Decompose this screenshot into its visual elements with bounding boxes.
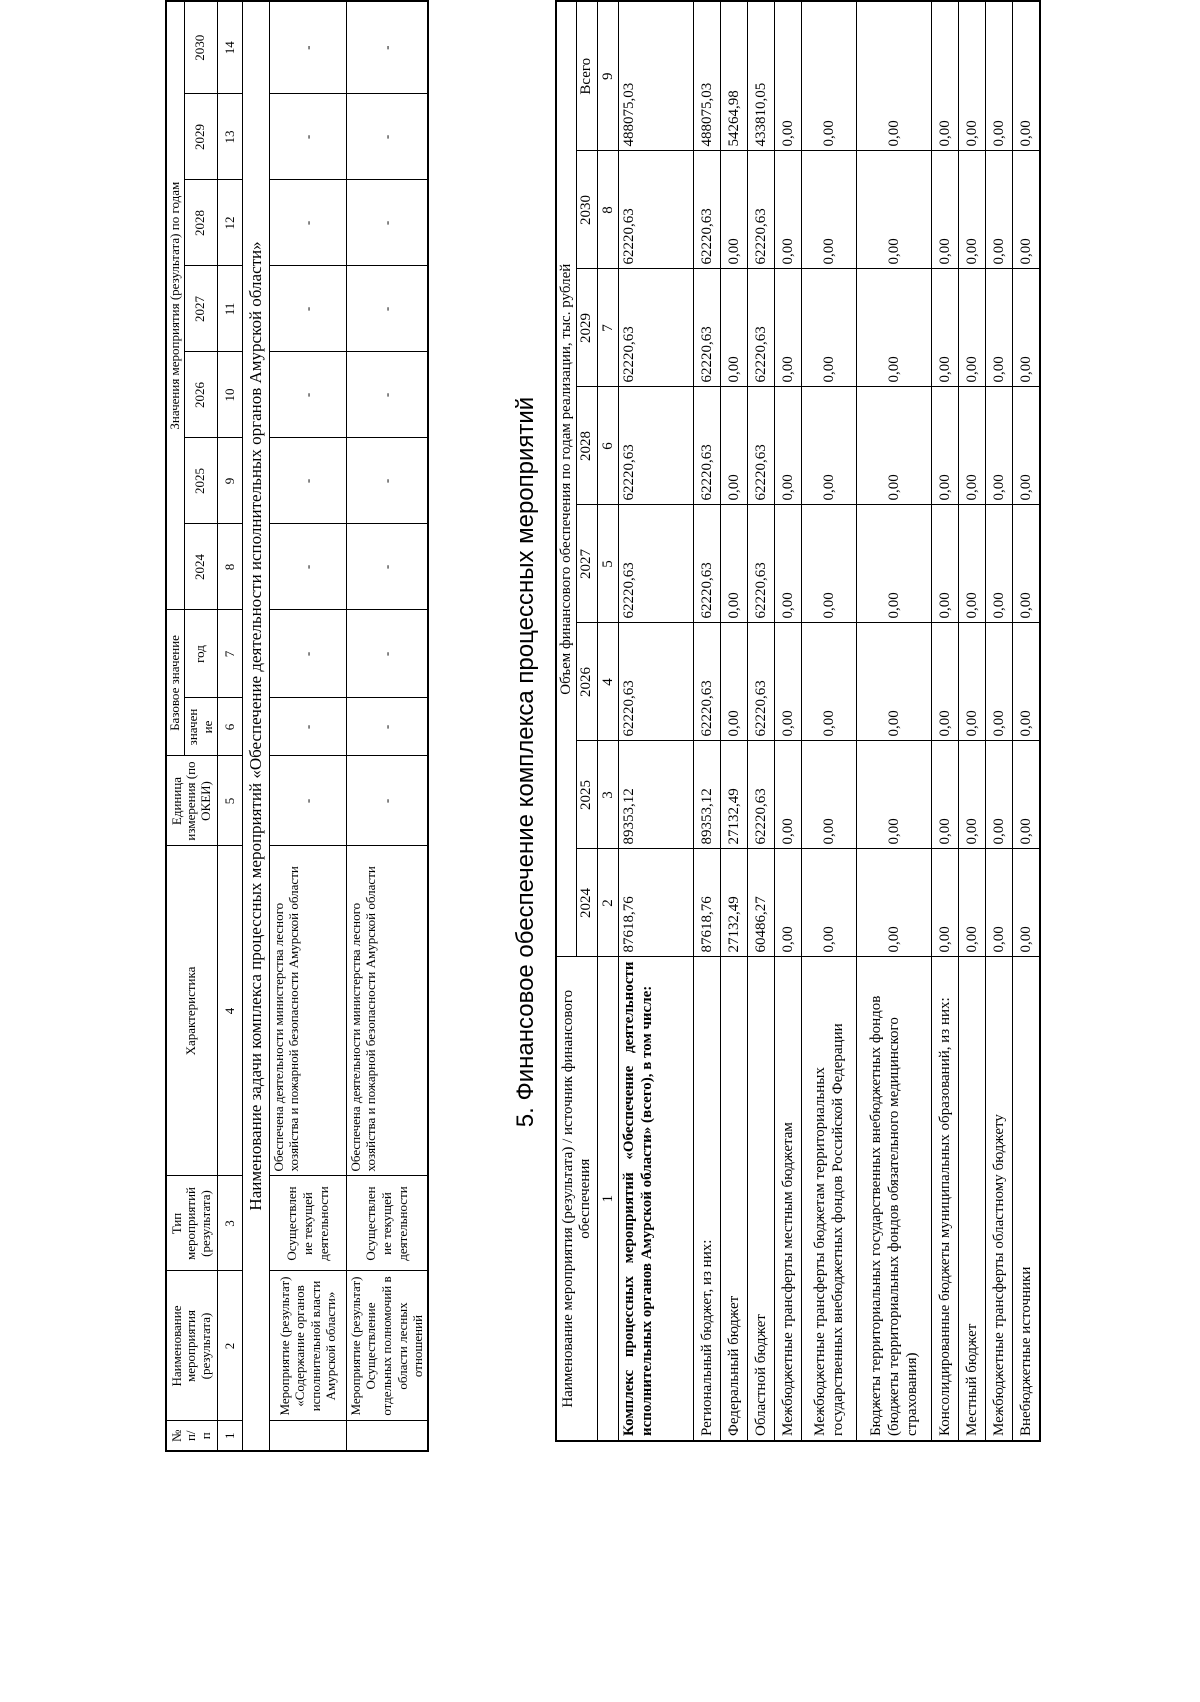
finance-total-value: 0,00 xyxy=(774,1,801,151)
column-number: 1 xyxy=(597,957,618,1441)
column-number: 9 xyxy=(217,438,242,524)
finance-year-value: 62220,63 xyxy=(618,269,693,387)
finance-year-value: 62220,63 xyxy=(747,151,774,269)
header-base: Базовое значение xyxy=(166,610,184,756)
event-row xyxy=(269,1,346,1451)
event-value: - xyxy=(269,438,346,524)
finance-year-value: 87618,76 xyxy=(693,849,720,957)
finance-total-value: 0,00 xyxy=(931,1,958,151)
event-value: - xyxy=(346,438,427,524)
finance-source-name: Консолидированные бюджеты муниципальных образований, из них: xyxy=(931,957,958,1441)
finance-year-value: 0,00 xyxy=(958,269,985,387)
header-year: 2026 xyxy=(184,352,217,438)
finance-year-value: 0,00 xyxy=(856,269,931,387)
finance-total-value: 488075,03 xyxy=(618,1,693,151)
header-year: 2024 xyxy=(577,849,597,957)
finance-total-value: 0,00 xyxy=(958,1,985,151)
finance-row xyxy=(985,1,1012,1441)
event-unit: - xyxy=(269,756,346,846)
header-event-name: Наименование мероприятия (результата) xyxy=(166,1271,217,1421)
column-number: 14 xyxy=(217,1,242,94)
finance-year-value: 62220,63 xyxy=(747,269,774,387)
finance-year-value: 0,00 xyxy=(985,849,1012,957)
column-number: 8 xyxy=(217,524,242,610)
finance-row xyxy=(801,1,856,1441)
finance-year-value: 0,00 xyxy=(985,741,1012,849)
event-name: Мероприятие (результат) Осуществление отдельных полномочий в области лесных отношений xyxy=(346,1271,427,1421)
finance-year-value: 87618,76 xyxy=(618,849,693,957)
finance-year-value: 0,00 xyxy=(985,623,1012,741)
header-year: 2029 xyxy=(184,94,217,180)
finance-year-value: 0,00 xyxy=(774,849,801,957)
finance-total-value: 488075,03 xyxy=(693,1,720,151)
finance-year-value: 0,00 xyxy=(985,387,1012,505)
task-row xyxy=(242,1,269,1451)
finance-section-title: 5. Финансовое обеспечение комплекса процессных мероприятий xyxy=(512,396,539,1128)
finance-year-value: 62220,63 xyxy=(747,387,774,505)
column-number: 2 xyxy=(217,1271,242,1421)
header-values-by-year: Значения мероприятия (результата) по годам xyxy=(166,1,184,610)
finance-year-value: 0,00 xyxy=(774,741,801,849)
finance-year-value: 0,00 xyxy=(985,269,1012,387)
event-value: - xyxy=(346,352,427,438)
column-number: 6 xyxy=(217,698,242,756)
finance-year-value: 0,00 xyxy=(801,741,856,849)
finance-year-value: 0,00 xyxy=(856,151,931,269)
finance-source-name: Федеральный бюджет xyxy=(720,957,747,1441)
finance-year-value: 0,00 xyxy=(931,741,958,849)
finance-year-value: 62220,63 xyxy=(618,505,693,623)
event-value: - xyxy=(269,1,346,94)
finance-year-value: 0,00 xyxy=(931,269,958,387)
finance-year-value: 89353,12 xyxy=(693,741,720,849)
event-num xyxy=(269,1421,346,1451)
header-year: 2029 xyxy=(577,269,597,387)
header-volume: Объем финансового обеспечения по годам реализации, тыс. рублей xyxy=(556,1,577,957)
finance-year-value: 62220,63 xyxy=(693,623,720,741)
finance-year-value: 0,00 xyxy=(856,849,931,957)
finance-year-value: 62220,63 xyxy=(618,387,693,505)
finance-year-value: 62220,63 xyxy=(693,505,720,623)
finance-year-value: 0,00 xyxy=(985,151,1012,269)
column-number: 5 xyxy=(217,756,242,846)
finance-year-value: 27132,49 xyxy=(720,849,747,957)
finance-row xyxy=(958,1,985,1441)
finance-year-value: 0,00 xyxy=(1012,269,1040,387)
finance-source-name: Межбюджетные трансферты бюджетам территориальных государственных внебюджетных фондов Российской Федерации xyxy=(801,957,856,1441)
finance-year-value: 0,00 xyxy=(774,387,801,505)
finance-year-value: 62220,63 xyxy=(693,151,720,269)
finance-row xyxy=(747,1,774,1441)
finance-year-value: 0,00 xyxy=(931,623,958,741)
column-number: 8 xyxy=(597,151,618,269)
event-value: - xyxy=(346,94,427,180)
column-number: 9 xyxy=(597,1,618,151)
column-number: 7 xyxy=(217,610,242,698)
event-num xyxy=(346,1421,427,1451)
header-base-value: значен ие xyxy=(184,698,217,756)
finance-year-value: 89353,12 xyxy=(618,741,693,849)
column-number: 4 xyxy=(217,846,242,1176)
finance-year-value: 0,00 xyxy=(1012,623,1040,741)
finance-source-name: Межбюджетные трансферты местным бюджетам xyxy=(774,957,801,1441)
finance-year-value: 0,00 xyxy=(774,269,801,387)
finance-year-value: 0,00 xyxy=(856,387,931,505)
finance-year-value: 0,00 xyxy=(931,849,958,957)
finance-year-value: 0,00 xyxy=(958,505,985,623)
finance-source-name: Региональный бюджет, из них: xyxy=(693,957,720,1441)
column-number: 5 xyxy=(597,505,618,623)
finance-year-value: 0,00 xyxy=(856,505,931,623)
finance-year-value: 62220,63 xyxy=(693,387,720,505)
finance-row xyxy=(774,1,801,1441)
finance-source-name: Внебюджетные источники xyxy=(1012,957,1040,1441)
finance-year-value: 0,00 xyxy=(720,623,747,741)
header-base-year: год xyxy=(184,610,217,698)
finance-source-name: Межбюджетные трансферты областному бюджету xyxy=(985,957,1012,1441)
finance-year-value: 0,00 xyxy=(958,849,985,957)
finance-year-value: 0,00 xyxy=(958,151,985,269)
finance-year-value: 62220,63 xyxy=(618,623,693,741)
finance-year-value: 0,00 xyxy=(931,387,958,505)
event-characteristic: Обеспечена деятельности министерства лесного хозяйства и пожарной безопасности Амурской области xyxy=(346,846,427,1176)
finance-year-value: 0,00 xyxy=(774,623,801,741)
event-value: - xyxy=(269,180,346,266)
finance-year-value: 0,00 xyxy=(931,505,958,623)
column-number: 10 xyxy=(217,352,242,438)
header-year: 2028 xyxy=(184,180,217,266)
header-year: 2025 xyxy=(184,438,217,524)
finance-year-value: 0,00 xyxy=(774,151,801,269)
finance-year-value: 0,00 xyxy=(720,269,747,387)
finance-row xyxy=(1012,1,1040,1441)
header-num: № п/ п xyxy=(166,1421,217,1451)
event-value: - xyxy=(346,524,427,610)
column-number: 12 xyxy=(217,180,242,266)
header-characteristic: Характеристика xyxy=(166,846,217,1176)
event-value: - xyxy=(269,266,346,352)
column-number: 1 xyxy=(217,1421,242,1451)
header-event-type: Тип мероприятий (результата) xyxy=(166,1176,217,1271)
finance-total-value: 433810,05 xyxy=(747,1,774,151)
event-type: Осуществлен ие текущей деятельности xyxy=(346,1176,427,1271)
column-number: 11 xyxy=(217,266,242,352)
finance-year-value: 0,00 xyxy=(774,505,801,623)
finance-year-value: 0,00 xyxy=(856,623,931,741)
finance-source-name: Местный бюджет xyxy=(958,957,985,1441)
finance-year-value: 0,00 xyxy=(801,387,856,505)
finance-year-value: 0,00 xyxy=(720,505,747,623)
event-value: - xyxy=(269,524,346,610)
finance-year-value: 0,00 xyxy=(958,623,985,741)
header-year: 2025 xyxy=(577,741,597,849)
finance-year-value: 62220,63 xyxy=(747,505,774,623)
header-year: 2027 xyxy=(184,266,217,352)
header-year: 2027 xyxy=(577,505,597,623)
header-year: 2024 xyxy=(184,524,217,610)
event-value: - xyxy=(269,94,346,180)
column-number: 6 xyxy=(597,387,618,505)
event-base-year: - xyxy=(346,610,427,698)
finance-total-value: 0,00 xyxy=(1012,1,1040,151)
finance-total-value: 0,00 xyxy=(985,1,1012,151)
column-number-row xyxy=(217,1,242,1451)
header-year: 2030 xyxy=(184,1,217,94)
event-base-value: - xyxy=(346,698,427,756)
finance-year-value: 0,00 xyxy=(801,151,856,269)
header-unit: Единица измерения (по ОКЕИ) xyxy=(166,756,217,846)
column-number: 4 xyxy=(597,623,618,741)
header-year: 2030 xyxy=(577,151,597,269)
header-year: 2026 xyxy=(577,623,597,741)
event-value: - xyxy=(346,1,427,94)
finance-year-value: 0,00 xyxy=(1012,151,1040,269)
event-value: - xyxy=(346,180,427,266)
finance-total-value: 0,00 xyxy=(801,1,856,151)
finance-year-value: 0,00 xyxy=(1012,849,1040,957)
finance-year-value: 0,00 xyxy=(1012,505,1040,623)
finance-year-value: 60486,27 xyxy=(747,849,774,957)
column-number: 2 xyxy=(597,849,618,957)
column-number: 3 xyxy=(217,1176,242,1271)
finance-year-value: 0,00 xyxy=(801,849,856,957)
column-number: 7 xyxy=(597,269,618,387)
finance-row xyxy=(693,1,720,1441)
finance-total-value: 0,00 xyxy=(856,1,931,151)
header-total: Всего xyxy=(577,1,597,151)
finance-total-value: 54264,98 xyxy=(720,1,747,151)
event-characteristic: Обеспечена деятельности министерства лесного хозяйства и пожарной безопасности Амурской области xyxy=(269,846,346,1176)
finance-year-value: 0,00 xyxy=(720,387,747,505)
finance-source-name: Бюджеты территориальных государственных внебюджетных фондов (бюджеты территориальных фондов обязательного медицинского страхования) xyxy=(856,957,931,1441)
column-number-row xyxy=(597,1,618,1441)
event-row xyxy=(346,1,427,1451)
finance-year-value: 0,00 xyxy=(1012,387,1040,505)
header-year: 2028 xyxy=(577,387,597,505)
task-title: Наименование задачи комплекса процессных мероприятий «Обеспечение деятельности исполнительных органов Амурской области» xyxy=(242,1,269,1451)
events-table xyxy=(165,0,429,1452)
finance-year-value: 62220,63 xyxy=(747,623,774,741)
event-value: - xyxy=(346,266,427,352)
finance-total-row xyxy=(618,1,693,1441)
event-name: Мероприятие (результат) «Содержание органов исполнительной власти Амурской области» xyxy=(269,1271,346,1421)
finance-table xyxy=(555,0,1041,1442)
finance-year-value: 0,00 xyxy=(720,151,747,269)
finance-source-name: Комплекс процессных мероприятий «Обеспечение деятельности исполнительных органов Амурской области» (всего), в том числе: xyxy=(618,957,693,1441)
event-base-year: - xyxy=(269,610,346,698)
finance-year-value: 27132,49 xyxy=(720,741,747,849)
event-unit: - xyxy=(346,756,427,846)
event-value: - xyxy=(269,352,346,438)
finance-year-value: 0,00 xyxy=(958,741,985,849)
finance-row xyxy=(856,1,931,1441)
finance-year-value: 0,00 xyxy=(801,505,856,623)
finance-year-value: 0,00 xyxy=(801,623,856,741)
finance-row xyxy=(931,1,958,1441)
finance-year-value: 0,00 xyxy=(856,741,931,849)
finance-year-value: 62220,63 xyxy=(693,269,720,387)
header-source: Наименование мероприятия (результата) / источник финансового обеспечения xyxy=(556,957,597,1441)
finance-year-value: 0,00 xyxy=(801,269,856,387)
finance-year-value: 0,00 xyxy=(958,387,985,505)
finance-year-value: 62220,63 xyxy=(618,151,693,269)
finance-year-value: 0,00 xyxy=(985,505,1012,623)
finance-year-value: 0,00 xyxy=(931,151,958,269)
column-number: 3 xyxy=(597,741,618,849)
finance-year-value: 0,00 xyxy=(1012,741,1040,849)
event-base-value: - xyxy=(269,698,346,756)
column-number: 13 xyxy=(217,94,242,180)
finance-year-value: 62220,63 xyxy=(747,741,774,849)
finance-source-name: Областной бюджет xyxy=(747,957,774,1441)
event-type: Осуществлен ие текущей деятельности xyxy=(269,1176,346,1271)
finance-row xyxy=(720,1,747,1441)
